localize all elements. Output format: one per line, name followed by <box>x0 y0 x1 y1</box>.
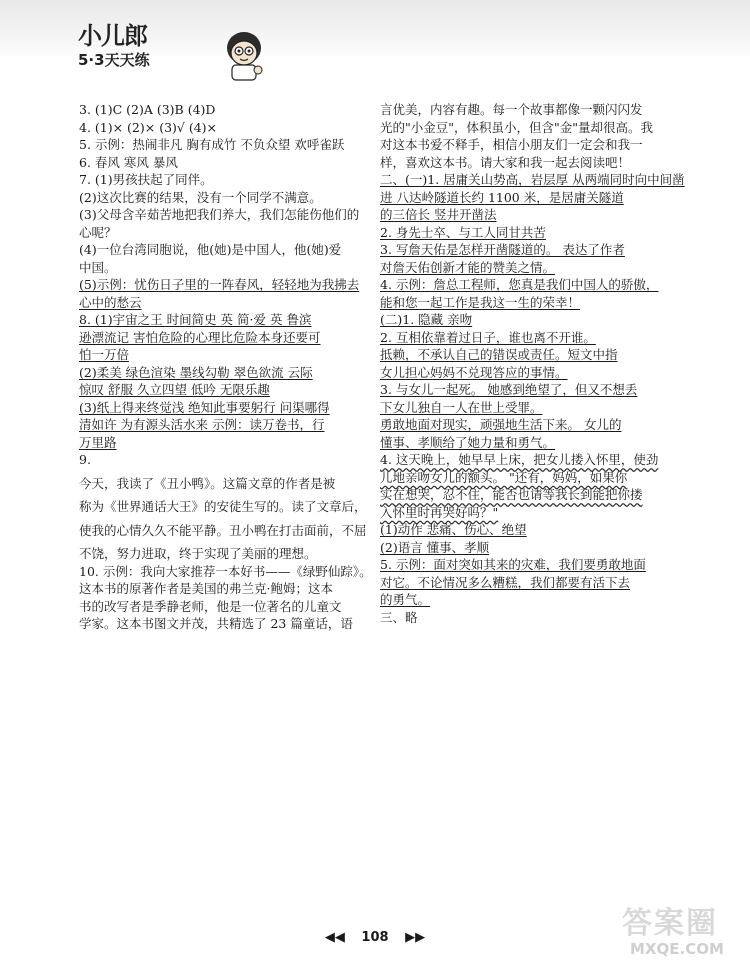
proofread-line: 称为《世界通话大王》的安徒生写的。读了文章后， <box>79 499 367 514</box>
answer-line: 3. 写詹天佑是怎样开凿隧道的。 表达了作者 <box>380 242 625 257</box>
answer-line: (5)示例：忧伤日子里的一阵春风，轻轻地为我拂去 <box>79 277 360 292</box>
brand-logo <box>78 14 198 74</box>
answer-column-right <box>380 101 685 626</box>
answer-line: 书的改写者是季静老师，他是一位著名的儿童文 <box>79 598 342 614</box>
answer-line: 学家。这本书图文并茂，共精选了 23 篇童话，语 <box>79 616 353 631</box>
answer-line: 6. 春风 寒风 暴风 <box>79 154 178 170</box>
answer-line: 5. 示例：热闹非凡 胸有成竹 不负众望 欢呼雀跃 <box>79 137 345 152</box>
answer-line: 4. (1)× (2)× (3)√ (4)× <box>79 119 218 135</box>
answer-line: 2. 互相依靠着过日子，谁也离不开谁。 <box>380 329 596 345</box>
answer-line: 进 八达岭隧道长约 1100 米，是居庸关隧道 <box>380 189 624 205</box>
answer-line: 三、略 <box>380 609 418 625</box>
answer-line: 万里路 <box>79 434 117 450</box>
answer-line: (3)父母含辛茹苦地把我们养大，我们怎能伤他们的 <box>79 207 360 222</box>
answer-line: 5. 示例：面对突如其来的灾难，我们要勇敢地面 <box>380 557 646 572</box>
answer-line: 言优美，内容有趣。每一个故事都像一颗闪闪发 <box>380 102 643 117</box>
answer-line: 光的"小金豆"，体积虽小，但含"金"量却很高。我 <box>380 119 653 135</box>
answer-line: 入怀里时再哭好吗？" <box>380 504 499 520</box>
next-page-icon[interactable]: ▶▶ <box>405 930 426 945</box>
answer-line: (3)纸上得来终觉浅 绝知此事要躬行 问渠哪得 <box>79 399 330 415</box>
answer-line: 对它。不论情况多么糟糕，我们都要有活下去 <box>380 574 631 590</box>
answer-line: 二、(一)1. 居庸关山势高，岩层厚 从两端同时向中间凿 <box>380 172 685 187</box>
answer-line: 3. 与女儿一起死。 她感到绝望了，但又不想丢 <box>380 382 638 397</box>
answer-line: 8. (1)宇宙之王 时间简史 英 简·爱 英 鲁滨 <box>79 312 312 327</box>
answer-line: 下女儿独自一人在世上受罪。 <box>380 399 543 415</box>
brand-subtitle: 5·3天天练 <box>78 51 150 69</box>
answer-line: 能和您一起工作是我这一生的荣幸！ <box>380 294 581 310</box>
answer-line: 10. 示例：我向大家推荐一本好书——《绿野仙踪》。 <box>79 563 372 579</box>
answer-line: 9. <box>79 452 91 467</box>
answer-line: 懂事、孝顺给了她力量和勇气。 <box>380 434 556 450</box>
answer-line: 实在想哭，忍不住，能否也请等我长到能把你搂 <box>380 487 643 502</box>
answer-line: 对詹天佑创新才能的赞美之情。 <box>380 259 556 275</box>
answer-line: 的勇气。 <box>380 592 431 607</box>
watermark-title: 答案圈 <box>622 906 718 941</box>
answer-line: 样，喜欢这本书。请大家和我一起去阅读吧！ <box>380 154 631 170</box>
answer-line: (4)一位台湾同胞说，他(她)是中国人，他(她)爱 <box>79 242 342 257</box>
proofread-line: 今天，我读了《丑小鸭》。这篇文章的作者是被 <box>79 475 336 491</box>
watermark-url: MXQE.COM <box>630 940 724 958</box>
answer-line: 中国。 <box>79 259 117 275</box>
answer-line: 的三倍长 竖井开凿法 <box>380 207 497 222</box>
answer-line: 心呢？ <box>79 224 117 240</box>
proofread-line: 不饶，努力进取，终于实现了美丽的理想。 <box>79 546 317 561</box>
answer-line: (2)语言 懂事、孝顺 <box>380 539 490 555</box>
site-watermark <box>622 908 740 968</box>
answer-line: (2)柔美 绿色渲染 墨线勾勒 翠色欲流 云际 <box>79 364 313 380</box>
answer-line: (1)动作 悲痛、伤心、绝望 <box>380 522 527 537</box>
answer-line: 2. 身先士卒、与工人同甘共苦 <box>380 224 546 240</box>
answer-line: 7. (1)男孩扶起了同伴。 <box>79 172 213 187</box>
mascot-boy-icon <box>218 26 270 82</box>
answer-line: 3. (1)C (2)A (3)B (4)D <box>79 102 216 117</box>
answer-line: 怕一万倍 <box>79 347 130 362</box>
proofread-line: 使我的心情久久不能平静。丑小鸭在打击面前，不屈 <box>79 522 367 538</box>
answer-line: 4. 这天晚上，她早早上床，把女儿搂入怀里，使劲 <box>380 452 659 467</box>
answer-line: 逊漂流记 害怕危险的心理比危险本身还要可 <box>79 329 321 345</box>
answer-line: 抵赖，不承认自己的错误或责任。短文中指 <box>380 347 618 362</box>
answer-line: 惊叹 舒服 久立四望 低吟 无限乐趣 <box>79 382 270 397</box>
answer-line: (2)这次比赛的结果，没有一个同学不满意。 <box>79 189 322 205</box>
brand-title: 小儿郎 <box>78 22 147 50</box>
answer-column-left <box>79 101 379 633</box>
answer-line: 女儿担心妈妈不兑现答应的事情。 <box>380 364 568 380</box>
answer-line: 勇敢地面对现实，顽强地生活下来。 女儿的 <box>380 417 622 432</box>
prev-page-icon[interactable]: ◀◀ <box>324 930 345 945</box>
answer-line: (二)1. 隐藏 亲吻 <box>380 312 473 327</box>
answer-line: 清如许 为有源头活水来 示例：读万卷书，行 <box>79 417 325 432</box>
page-number: 108 <box>361 930 389 945</box>
answer-line: 4. 示例：詹总工程师，您真是我们中国人的骄傲， <box>380 277 659 292</box>
answer-line: 对这本书爱不释手，相信小朋友们一定会和我一 <box>380 137 643 152</box>
answer-line: 这本书的原著作者是美国的弗兰克·鲍姆；这本 <box>79 581 333 596</box>
answer-line: 心中的愁云 <box>79 294 142 310</box>
answer-line: 儿地亲吻女儿的额头。 "还有，妈妈，如果你 <box>380 469 628 485</box>
